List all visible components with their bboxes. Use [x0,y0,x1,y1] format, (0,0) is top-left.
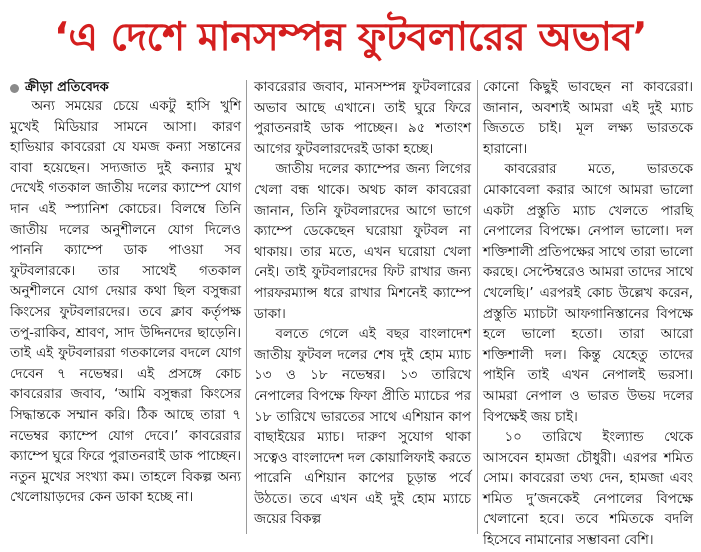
paragraph: অন্য সময়ের চেয়ে একটু হাসি খুশি মুখেই মিডিয়ার সামনে আসা। কারণ হাভিয়ার কাবরেরা যে যমজ কন্যা সন্তানের বাবা হয়েছেন। সদ্যজাত দুই কন্যার মুখ দেখেই গতকাল জাতীয় দলের ক্যাম্পে যোগ দান এই স্প্যানিশ কোচের। বিলম্বে তিনি জাতীয় দলের অনুশীলনে যোগ দিলেও পাননি ক্যাম্পে ডাক পাওয়া সব ফুটবলারকে। তার সাথেই গতকাল অনুশীলনে যোগ দেয়ার কথা ছিল বসুন্ধরা কিংসের ফুটবলারদের। তবে ক্লাব কর্তৃপক্ষ তপু-রাকিব, শ্রাবণ, সাদ উদ্দিনদের ছাড়েনি। তাই এই ফুটবলাররা গতকালের বদলে যোগ দেবেন ৭ নভেম্বর। এই প্রসঙ্গে কোচ কাবরেরার জবাব, ‘আমি বসুন্ধরা কিংসের সিদ্ধান্তকে সম্মান করি। ঠিক আছে তারা ৭ নভেম্বর ক্যাম্পে যোগ দেবে।’ কাবরেরার ক্যাম্পে ঘুরে ফিরে পুরাতনরাই ডাক পাচ্ছেন। নতুন মুখের সংখ্যা কম। তাহলে বিকল্প অন্য খেলোয়াড়দের কেন ডাকা হচ্ছে না। [10,99,241,506]
byline-text: ক্রীড়া প্রতিবেদক [25,79,109,95]
column-divider [477,80,478,534]
article-column-1 [10,97,241,538]
bullet-icon [10,84,19,93]
column-divider [246,80,247,534]
article-column-3 [483,78,693,549]
paragraph: কোনো কিছুই ভাবছেন না কাবরেরা। জানান, অবশ্যই আমরা এই দুই ম্যাচ জিততে চাই। মূল লক্ষ্য ভারতকে হারানো। [483,80,693,157]
paragraph: ১০ তারিখে ইংল্যান্ড থেকে আসবেন হামজা চৌধুরী। এরপর শমিত সোম। কাবরেরা তথ্য দেন, হামজা এবং শমিত দু’জনকেই নেপালের বিপক্ষে খেলানো হবে। তবে শমিতকে বদলি হিসেবে নামানোর সম্ভাবনা বেশি। [483,430,693,549]
paragraph: কাবরেরার জবাব, মানসম্পন্ন ফুটবলারের অভাব আছে এখানে। তাই ঘুরে ফিরে পুরাতনরাই ডাক পাচ্ছেন। ৯৫ শতাংশ আগের ফুটবলারদেরই ডাকা হচ্ছে। [254,80,471,157]
byline [10,78,240,98]
paragraph: বলতে গেলে এই বছর বাংলাদেশ জাতীয় ফুটবল দলের শেষ দুই হোম ম্যাচ ১৩ ও ১৮ নভেম্বর। ১৩ তারিখে নেপালের বিপক্ষে ফিফা প্রীতি ম্যাচের পর ১৮ তারিখে ভারতের সাথে এশিয়ান কাপ বাছাইয়ের ম্যাচ। দারুণ সুযোগ থাকা সত্বেও বাংলাদেশ দল কোয়ালিফাই করতে পারেনি এশিয়ান কাপের চূড়ান্ত পর্বে উঠতে। তবে এখন এই দুই হোম ম্যাচে জয়ের বিকল্প [254,327,471,528]
article-column-2 [254,78,471,538]
paragraph: জাতীয় দলের ক্যাম্পের জন্য লিগের খেলা বন্ধ থাকে। অথচ কাল কাবরেরা জানান, তিনি ফুটবলারদের আগে ভাগে ক্যাম্পে ডেকেছেন ঘরোয়া ফুটবল না থাকায়। তার মতে, এখন ঘরোয়া খেলা নেই। তাই ফুটবলারদের ফিট রাখার জন্য পারফরম্যান্স ধরে রাখার মিশনেই ক্যাম্পে ডাকা। [254,162,471,322]
headline: ‘এ দেশে মানসম্পন্ন ফুটবলারের অভাব’ [54,14,647,60]
paragraph: কাবরেরার মতে, ভারতকে মোকাবেলা করার আগে আমরা ভালো একটা প্রস্তুতি ম্যাচ খেলতে পারছি নেপালের বিপক্ষে। নেপাল ভালো। দল শক্তিশালী প্রতিপক্ষের সাথে তারা ভালো করছে। সেপ্টেম্বরেও আমরা তাদের সাথে খেলেছি।’ এরপরই কোচ উল্লেখ করেন, প্রস্তুতি ম্যাচটা আফগানিস্তানের বিপক্ষে হলে ভালো হতো। তারা আরো শক্তিশালী দল। কিন্তু যেহেতু তাদের পাইনি তাই এখন নেপালই ভরসা। আমরা নেপাল ও ভারত উভয় দলের বিপক্ষেই জয় চাই। [483,162,693,425]
